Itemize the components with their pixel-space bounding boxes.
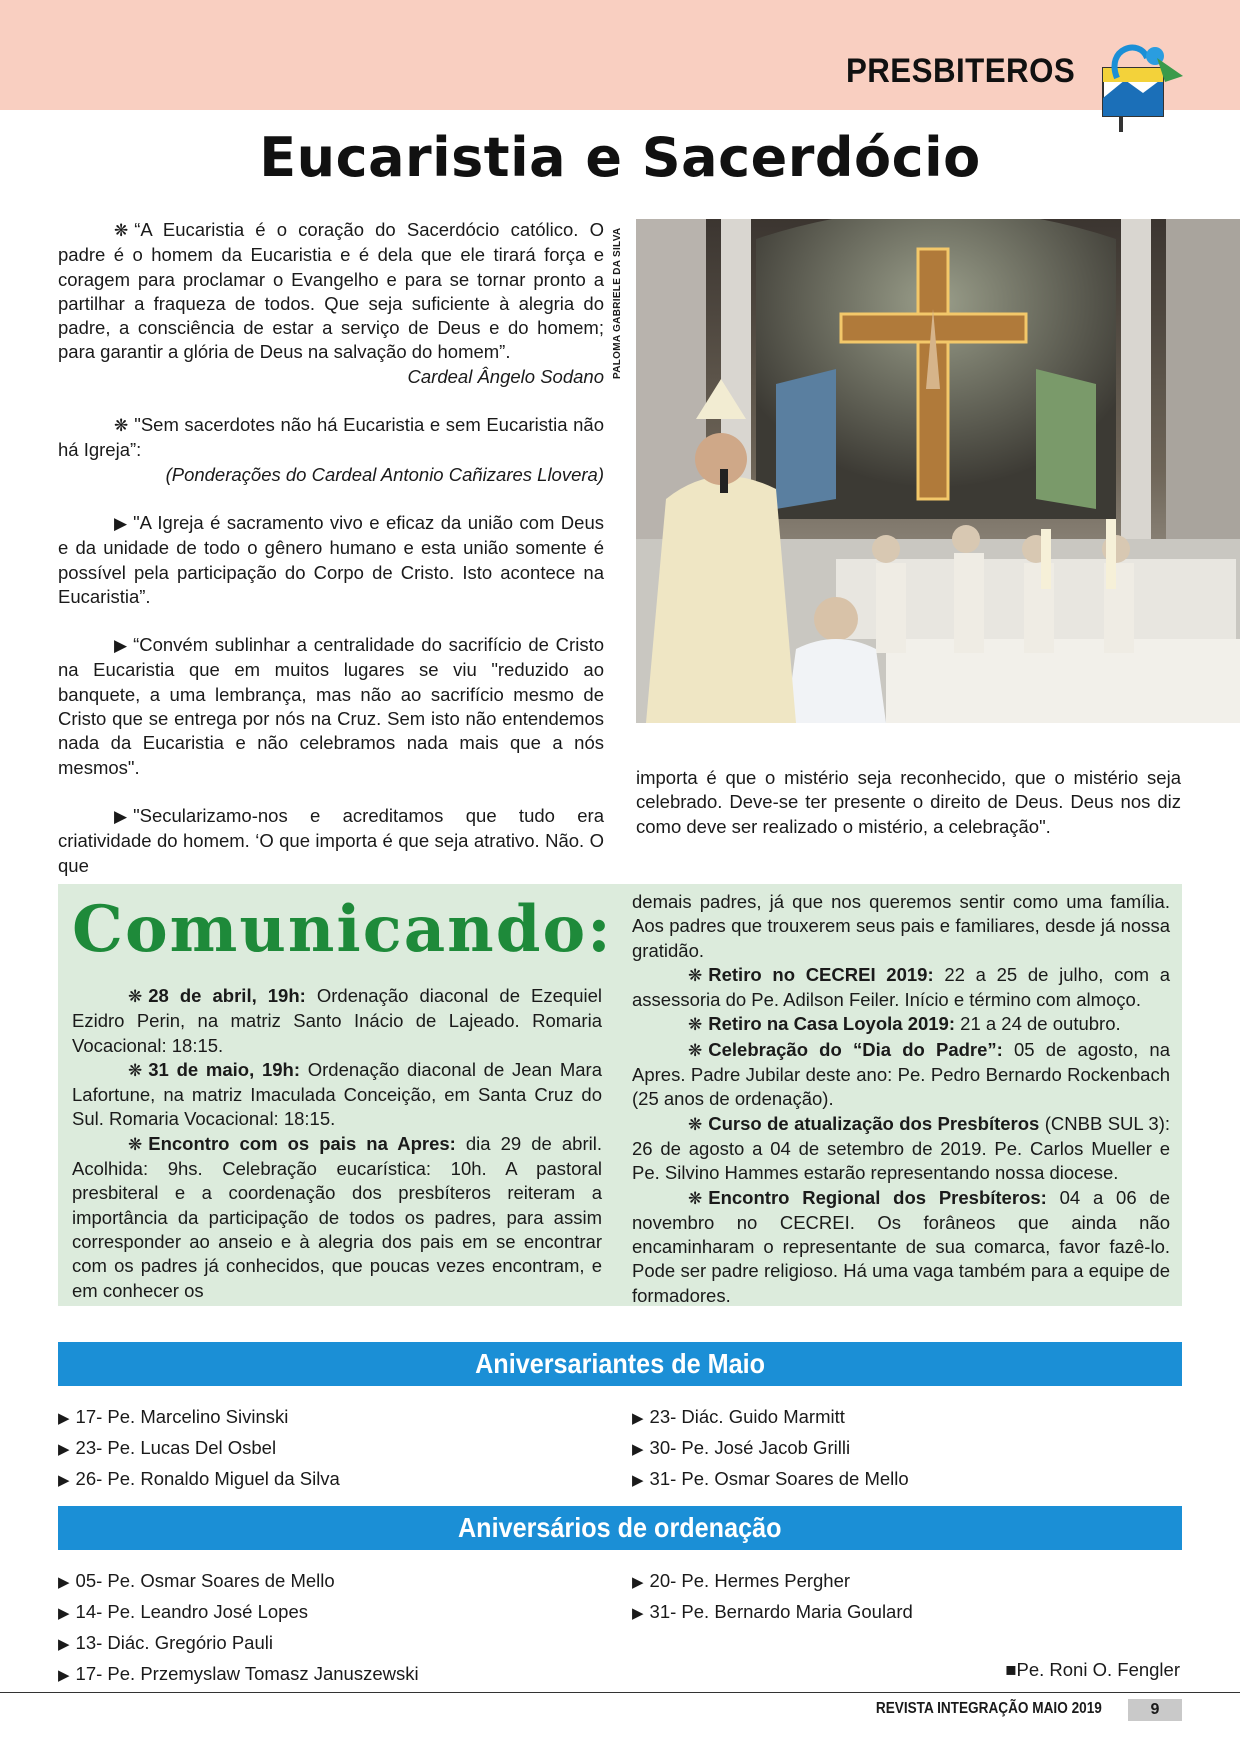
triangle-icon: ▶ [58,1410,70,1427]
asterisk-icon: ❋ [688,965,703,985]
church-altar-photo [636,219,1240,723]
triangle-icon: ▶ [114,513,128,533]
section-label: PRESBITEROS [845,52,1075,90]
triangle-icon: ▶ [58,1667,70,1684]
birthdays-list-right [632,1402,909,1495]
photo-credit: PALOMA GABRIELE DA SILVA [612,227,623,379]
notice-item: ❋ Celebração do “Dia do Padre”: 05 de agosto, na Apres. Padre Jubilar deste ano: Pe. Pedro Bernardo Rockenbach (25 anos de ordenação). [632,1038,1171,1110]
birthdays-list-left [58,1402,340,1495]
article-continuation: importa é que o mistério seja reconhecido, que o mistério seja celebrado. Deve-se ter presente o direito de Deus. Deus nos diz como deve ser realizado o mistério, a celebração". [636,767,1181,837]
asterisk-icon: ❋ [688,1015,703,1035]
page-number: 9 [1128,1699,1182,1721]
quote-author-canizares: (Ponderações do Cardeal Antonio Cañizares Llovera) [165,463,604,485]
triangle-icon: ▶ [58,1605,70,1622]
quote-igreja: "A Igreja é sacramento vivo e eficaz da união com Deus e da unidade de todo o gênero humano e esta união somente é possível pela participação do Corpo de Cristo. Isto acontece na Eucaristia”. [58,511,604,607]
notice-item: ❋ Encontro com os pais na Apres: dia 29 de abril. Acolhida: 9hs. Celebração eucarística: 10h. A pastoral presbiteral e a coordenação dos presbíteros reiteram a importância da participação de todos os padres, para assim corresponder ao anseio e à alegria dos pais em se encontrar com os padres já conhecidos, que poucas vezes encontram, e em conhecer os [72,1132,602,1301]
list-item: ▶ 05- Pe. Osmar Soares de Mello [58,1570,335,1591]
triangle-icon: ▶ [632,1605,644,1622]
notice-item: ❋ Retiro no CECREI 2019: 22 a 25 de julho, com a assessoria do Pe. Adilson Feiler. Início e término com almoço. [632,963,1171,1011]
list-item: ▶ 17- Pe. Przemyslaw Tomasz Januszewski [58,1663,419,1684]
square-bullet-icon: ■ [1005,1659,1017,1680]
notice-item: ❋ Encontro Regional dos Presbíteros: 04 a 06 de novembro no CECREI. Os forâneos que ainda não encaminharam o representante de sua comarca, favor fazê-lo. Pode ser padre religioso. Há uma vaga também para a equipe de formadores. [632,1186,1170,1306]
article-title: Eucaristia e Sacerdócio [259,126,981,189]
asterisk-icon: ❋ [688,1188,703,1208]
comunicando-right-column [632,890,1170,1308]
comunicando-left-column [72,984,602,1303]
list-item: ▶ 13- Diác. Gregório Pauli [58,1632,273,1653]
list-item: ▶ 23- Pe. Lucas Del Osbel [58,1437,277,1458]
triangle-icon: ▶ [632,1441,644,1458]
presbiteros-logo-icon [1095,38,1185,133]
triangle-icon: ▶ [632,1472,644,1489]
asterisk-icon: ❋ [114,416,129,436]
asterisk-icon: ❋ [128,1060,143,1080]
author-signature: ■Pe. Roni O. Fengler [1005,1659,1180,1680]
quote-secularizamo: "Secularizamo-nos e acreditamos que tudo era criatividade do homem. ‘O que importa é que seja atrativo. Não. O que [58,804,604,876]
notice-item: ❋ Curso de atualização dos Presbíteros (CNBB SUL 3): 26 de agosto a 04 de setembro de 2019. Pe. Carlos Mueller e Pe. Silvino Hammes estarão representando nossa diocese. [632,1112,1170,1184]
triangle-icon: ▶ [58,1636,70,1653]
list-item: ▶ 31- Pe. Osmar Soares de Mello [632,1468,909,1489]
article-left-column [58,218,604,878]
asterisk-icon: ❋ [128,987,143,1006]
triangle-icon: ▶ [58,1472,70,1489]
quote-sodano: “A Eucaristia é o coração do Sacerdócio católico. O padre é o homem da Eucaristia e é dela que ele tirará força e coragem para proclamar o Evangelho e para se tornar pronto a partilhar a fraqueza de todos. Que seja suficiente à alegria do padre, a consciência de estar a serviço de Deus e do homem; para garantir a glória de Deus na salvação do homem”. [58,219,604,363]
asterisk-icon: ❋ [688,1114,703,1134]
notice-item: ❋ 31 de maio, 19h: Ordenação diaconal de Jean Mara Lafortune, na matriz Imaculada Conceição, em Santa Cruz do Sul. Romaria Vocacional: 18:15. [72,1058,602,1130]
list-item: ▶ 30- Pe. José Jacob Grilli [632,1437,851,1458]
triangle-icon: ▶ [632,1574,644,1591]
quote-sacrificio: “Convém sublinhar a centralidade do sacrifício de Cristo na Eucaristia que em muitos lugares se viu "reduzido ao banquete, a uma lembrança, mas não ao sacrifício mesmo de Cristo que se entrega por nós na Cruz. Sem isto não entendemos nada da Eucaristia e não celebramos nada mais que a nós mesmos". [58,634,604,778]
asterisk-icon: ❋ [114,221,129,240]
asterisk-icon: ❋ [688,1040,703,1060]
triangle-icon: ▶ [632,1410,644,1427]
publication-name: REVISTA INTEGRAÇÃO MAIO 2019 [876,1700,1102,1717]
quote-canizares: "Sem sacerdotes não há Eucaristia e sem Eucaristia não há Igreja”: [58,414,604,461]
list-item: ▶ 14- Pe. Leandro José Lopes [58,1601,308,1622]
birthdays-heading-bar: Aniversariantes de Maio [58,1342,1182,1386]
ordinations-list-right [632,1566,913,1628]
list-item: ▶ 23- Diác. Guido Marmitt [632,1406,845,1427]
triangle-icon: ▶ [58,1441,70,1458]
triangle-icon: ▶ [58,1574,70,1591]
comunicando-title: Comunicando: [72,892,613,967]
list-item: ▶ 17- Pe. Marcelino Sivinski [58,1406,289,1427]
notice-continuation: demais padres, já que nos queremos sentir como uma família. Aos padres que trouxerem seus pais e familiares, desde já nossa gratidão. [632,891,1170,961]
list-item: ▶ 26- Pe. Ronaldo Miguel da Silva [58,1468,340,1489]
asterisk-icon: ❋ [128,1134,143,1154]
triangle-icon: ▶ [114,636,128,656]
quote-author-sodano: Cardeal Ângelo Sodano [407,365,604,387]
footer-divider [0,1692,1240,1693]
notice-item: ❋ Retiro na Casa Loyola 2019: 21 a 24 de outubro. [632,1012,1170,1037]
triangle-icon: ▶ [114,806,128,826]
notice-item: ❋ 28 de abril, 19h: Ordenação diaconal de Ezequiel Ezidro Perin, na matriz Santo Inácio de Lajeado. Romaria Vocacional: 18:15. [72,985,602,1056]
ordinations-list-left [58,1566,419,1690]
ordinations-heading-bar: Aniversários de ordenação [58,1506,1182,1550]
list-item: ▶ 20- Pe. Hermes Pergher [632,1570,851,1591]
list-item: ▶ 31- Pe. Bernardo Maria Goulard [632,1601,913,1622]
